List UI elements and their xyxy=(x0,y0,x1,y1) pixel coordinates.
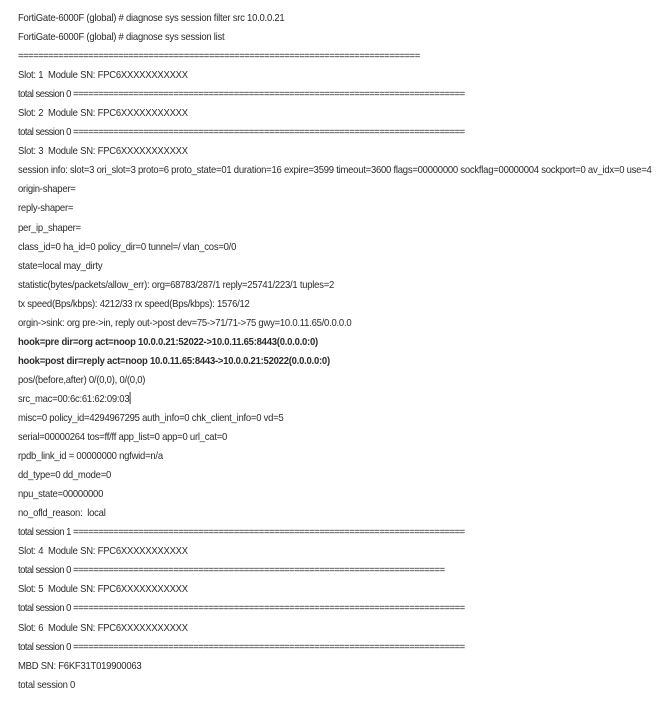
terminal-line xyxy=(18,161,652,180)
terminal-line-text: total session 1 ============================================================================== xyxy=(18,527,465,539)
terminal-line xyxy=(18,28,621,47)
terminal-line xyxy=(18,238,621,257)
terminal-line-text: total session 0 ========================================================================== xyxy=(18,565,445,577)
terminal-line-text: Slot: 5 Module SN: FPC6XXXXXXXXXXX xyxy=(18,584,188,596)
terminal-line-text: total session 0 ============================================================================== xyxy=(18,641,465,653)
terminal-line-text: total session 0 ============================================================================== xyxy=(18,603,465,615)
terminal-output xyxy=(18,9,666,695)
terminal-line-text: total session 0 xyxy=(18,679,76,691)
terminal-line xyxy=(18,66,621,85)
terminal-line-text: total session 0 ============================================================================== xyxy=(18,89,465,101)
terminal-line xyxy=(18,676,621,695)
terminal-line xyxy=(18,561,621,580)
terminal-line-text: no_ofld_reason: local xyxy=(18,508,106,520)
terminal-line xyxy=(18,123,621,142)
terminal-line-text: tx speed(Bps/kbps): 4212/33 rx speed(Bps/kbps): 1576/12 xyxy=(18,298,250,310)
terminal-line-text: Slot: 6 Module SN: FPC6XXXXXXXXXXX xyxy=(18,622,188,634)
terminal-line xyxy=(18,638,621,657)
terminal-line xyxy=(18,390,621,409)
terminal-line xyxy=(18,657,621,676)
terminal-line xyxy=(18,447,621,466)
terminal-line-text: class_id=0 ha_id=0 policy_dir=0 tunnel=/ vlan_cos=0/0 xyxy=(18,241,237,253)
text-cursor xyxy=(129,392,130,404)
terminal-line xyxy=(18,9,621,28)
terminal-line xyxy=(18,276,621,295)
terminal-line-text: FortiGate-6000F (global) # diagnose sys session filter src 10.0.0.21 xyxy=(18,13,285,24)
terminal-line xyxy=(18,333,621,352)
terminal-line-text: reply-shaper= xyxy=(18,203,74,215)
terminal-line-text: dd_type=0 dd_mode=0 xyxy=(18,470,112,482)
terminal-line-text: session info: slot=3 ori_slot=3 proto=6 proto_state=01 duration=16 expire=3599 timeout=3600 flags=00000000 sockflag=00000004 sockport=0 av_idx=0 use=4 xyxy=(18,165,652,177)
terminal-line-text: MBD SN: F6KF31T019900063 xyxy=(18,660,142,672)
terminal-line xyxy=(18,485,621,504)
terminal-line-text: misc=0 policy_id=4294967295 auth_info=0 chk_client_info=0 vd=5 xyxy=(18,412,284,424)
terminal-line xyxy=(18,295,621,314)
terminal-line-text: total session 0 ============================================================================== xyxy=(18,127,465,139)
terminal-line xyxy=(18,199,621,218)
terminal-line xyxy=(18,371,621,390)
terminal-line xyxy=(18,599,621,618)
terminal-line-text: npu_state=00000000 xyxy=(18,489,104,501)
terminal-line-text: hook=post dir=reply act=noop 10.0.11.65:8443->10.0.0.21:52022(0.0.0.0:0) xyxy=(18,355,330,367)
terminal-line xyxy=(18,257,621,276)
terminal-line xyxy=(18,523,621,542)
terminal-line xyxy=(18,504,621,523)
terminal-line-text: origin-shaper= xyxy=(18,184,76,196)
terminal-line-text: Slot: 3 Module SN: FPC6XXXXXXXXXXX xyxy=(18,146,188,158)
terminal-line xyxy=(18,104,621,123)
terminal-line-text: pos/(before,after) 0/(0,0), 0/(0,0) xyxy=(18,374,146,386)
terminal-line-text: Slot: 1 Module SN: FPC6XXXXXXXXXXX xyxy=(18,70,188,82)
terminal-line xyxy=(18,85,621,104)
terminal-line xyxy=(18,409,621,428)
terminal-line xyxy=(18,219,621,238)
terminal-line-text: state=local may_dirty xyxy=(18,260,103,272)
terminal-line xyxy=(18,466,621,485)
terminal-line xyxy=(18,580,621,599)
terminal-line xyxy=(18,542,621,561)
terminal-line xyxy=(18,619,621,638)
terminal-line xyxy=(18,314,621,333)
terminal-line-text: orgin->sink: org pre->in, reply out->post dev=75->71/71->75 gwy=10.0.11.65/0.0.0.0 xyxy=(18,317,352,329)
terminal-line-text: serial=00000264 tos=ff/ff app_list=0 app=0 url_cat=0 xyxy=(18,432,228,444)
terminal-line-text: src_mac=00:6c:61:62:09:03 xyxy=(18,393,130,405)
terminal-line-text: per_ip_shaper= xyxy=(18,222,81,234)
terminal-line-text: Slot: 2 Module SN: FPC6XXXXXXXXXXX xyxy=(18,108,188,120)
terminal-line xyxy=(18,180,621,199)
terminal-line-text: statistic(bytes/packets/allow_err): org=68783/287/1 reply=25741/223/1 tuples=2 xyxy=(18,279,335,291)
terminal-line-text: Slot: 4 Module SN: FPC6XXXXXXXXXXX xyxy=(18,546,188,558)
terminal-line xyxy=(18,352,621,371)
terminal-line xyxy=(18,47,621,66)
terminal-line xyxy=(18,428,621,447)
terminal-line-text: ================================================================================ xyxy=(18,51,420,63)
terminal-line-text: FortiGate-6000F (global) # diagnose sys session list xyxy=(18,32,225,44)
terminal-line-text: rpdb_link_id = 00000000 ngfwid=n/a xyxy=(18,451,163,463)
terminal-line xyxy=(18,142,621,161)
terminal-line-text: hook=pre dir=org act=noop 10.0.0.21:52022->10.0.11.65:8443(0.0.0.0:0) xyxy=(18,336,318,348)
